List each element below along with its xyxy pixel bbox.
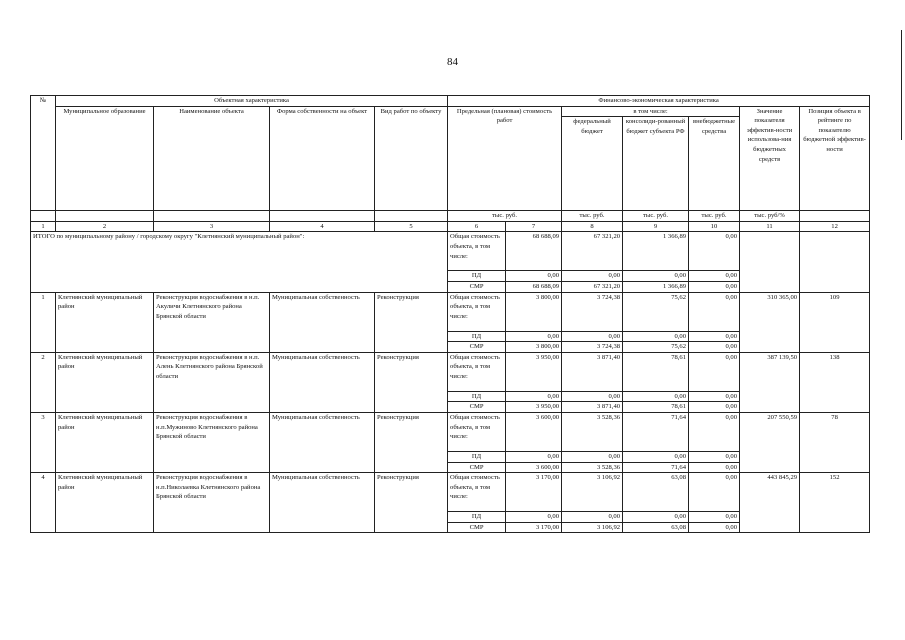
- row-label: СМР: [448, 462, 506, 473]
- consolidated-value: 0,00: [623, 451, 689, 462]
- rating-position: 138: [800, 352, 870, 412]
- col-num: 7: [506, 221, 562, 232]
- consolidated-value: 0,00: [623, 331, 689, 342]
- object-ownership: Муниципальная собственность: [270, 352, 375, 412]
- object-name: Реконструкция водоснабжения в н.п. Акуличи Клетнянского района Брянской области: [154, 292, 270, 352]
- consolidated-value: 78,61: [623, 402, 689, 413]
- row-label: СМР: [448, 522, 506, 533]
- cost-value: 3 170,00: [506, 522, 562, 533]
- row-label: ПД: [448, 271, 506, 282]
- total-row-general: [31, 232, 870, 271]
- extrabudget-value: 0,00: [689, 402, 740, 413]
- col-num: 11: [740, 221, 800, 232]
- indicator-value: 387 139,50: [740, 352, 800, 412]
- unit-extrabudget: тыс. руб.: [689, 211, 740, 222]
- col-num: 6: [448, 221, 506, 232]
- object-1-row-general: [31, 292, 870, 331]
- investment-objects-table: [30, 95, 870, 533]
- object-3-row-general: [31, 412, 870, 451]
- row-label: Общая стоимость объекта, в том числе:: [448, 292, 506, 331]
- row-label: ПД: [448, 451, 506, 462]
- indicator-value: 443 845,29: [740, 473, 800, 533]
- column-numbers-row: [31, 221, 870, 232]
- federal-value: 3 106,92: [562, 522, 623, 533]
- header-extrabudget: внебюджетные средства: [689, 117, 740, 211]
- federal-value: 67 321,20: [562, 281, 623, 292]
- consolidated-value: 0,00: [623, 391, 689, 402]
- cost-value: 3 950,00: [506, 352, 562, 391]
- extrabudget-value: 0,00: [689, 462, 740, 473]
- header-max-cost: Предельная (плановая) стоимость работ: [448, 106, 562, 211]
- cost-value: 3 800,00: [506, 342, 562, 353]
- cost-value: 68 688,09: [506, 281, 562, 292]
- cost-value: 68 688,09: [506, 232, 562, 271]
- object-ownership: Муниципальная собственность: [270, 473, 375, 533]
- cost-value: 3 950,00: [506, 402, 562, 413]
- header-object-characteristic: Объектная характеристика: [56, 96, 448, 107]
- header-row-1: [31, 96, 870, 107]
- col-num: 2: [56, 221, 154, 232]
- unit-federal: тыс. руб.: [562, 211, 623, 222]
- extrabudget-value: 0,00: [689, 522, 740, 533]
- object-ownership: Муниципальная собственность: [270, 292, 375, 352]
- header-no: №: [31, 96, 56, 211]
- federal-value: 0,00: [562, 451, 623, 462]
- header-work-type: Вид работ по объекту: [375, 106, 448, 211]
- unit-indicator: тыс. руб/%: [740, 211, 800, 222]
- units-row: [31, 211, 870, 222]
- col-num: 3: [154, 221, 270, 232]
- header-row-2: [31, 106, 870, 117]
- object-municipality: Клетнянский муниципальный район: [56, 473, 154, 533]
- federal-value: 3 871,40: [562, 352, 623, 391]
- consolidated-value: 63,08: [623, 522, 689, 533]
- object-municipality: Клетнянский муниципальный район: [56, 352, 154, 412]
- cost-value: 3 600,00: [506, 462, 562, 473]
- extrabudget-value: 0,00: [689, 352, 740, 391]
- extrabudget-value: 0,00: [689, 232, 740, 271]
- col-num: 1: [31, 221, 56, 232]
- row-label: ПД: [448, 512, 506, 523]
- extrabudget-value: 0,00: [689, 512, 740, 523]
- object-work-type: Реконструкция: [375, 473, 448, 533]
- unit-consolidated: тыс. руб.: [623, 211, 689, 222]
- header-municipality: Муниципальное образование: [56, 106, 154, 211]
- col-num: 5: [375, 221, 448, 232]
- federal-value: 3 724,38: [562, 342, 623, 353]
- consolidated-value: 75,62: [623, 342, 689, 353]
- consolidated-value: 1 366,89: [623, 232, 689, 271]
- object-number: 4: [31, 473, 56, 533]
- object-number: 2: [31, 352, 56, 412]
- extrabudget-value: 0,00: [689, 292, 740, 331]
- cost-value: 3 170,00: [506, 473, 562, 512]
- header-federal: федеральный бюджет: [562, 117, 623, 211]
- object-4-row-general: [31, 473, 870, 512]
- indicator-value: 310 365,00: [740, 292, 800, 352]
- header-consolidated: консолиди-рованный бюджет субъекта РФ: [623, 117, 689, 211]
- object-ownership: Муниципальная собственность: [270, 412, 375, 472]
- object-work-type: Реконструкция: [375, 352, 448, 412]
- page-edge-rule: [901, 30, 902, 140]
- rating-position: 78: [800, 412, 870, 472]
- row-label: Общая стоимость объекта, в том числе:: [448, 473, 506, 512]
- extrabudget-value: 0,00: [689, 281, 740, 292]
- col-num: 9: [623, 221, 689, 232]
- federal-value: 67 321,20: [562, 232, 623, 271]
- object-name: Реконструкция водоснабжения в н.п.Николаевка Клетнянского района Брянской области: [154, 473, 270, 533]
- row-label: СМР: [448, 402, 506, 413]
- object-municipality: Клетнянский муниципальный район: [56, 292, 154, 352]
- cost-value: 0,00: [506, 331, 562, 342]
- header-including: в том числе:: [562, 106, 740, 117]
- col-num: 4: [270, 221, 375, 232]
- cost-value: 0,00: [506, 271, 562, 282]
- header-object-name: Наименование объекта: [154, 106, 270, 211]
- header-financial-characteristic: Финансово-экономическая характеристика: [448, 96, 870, 107]
- cost-value: 0,00: [506, 451, 562, 462]
- consolidated-value: 71,64: [623, 462, 689, 473]
- object-2-row-general: [31, 352, 870, 391]
- consolidated-value: 63,08: [623, 473, 689, 512]
- header-position: Позиция объекта в рейтинге по показателю бюджетной эффектив-ности: [800, 106, 870, 211]
- header-indicator: Значение показателя эффектив-ности использова-ния бюджетных средств: [740, 106, 800, 211]
- cost-value: 3 800,00: [506, 292, 562, 331]
- extrabudget-value: 0,00: [689, 451, 740, 462]
- row-label: СМР: [448, 281, 506, 292]
- object-work-type: Реконструкция: [375, 292, 448, 352]
- row-label: ПД: [448, 331, 506, 342]
- federal-value: 3 106,92: [562, 473, 623, 512]
- federal-value: 3 528,36: [562, 412, 623, 451]
- row-label: Общая стоимость объекта, в том числе:: [448, 232, 506, 271]
- extrabudget-value: 0,00: [689, 342, 740, 353]
- federal-value: 3 724,38: [562, 292, 623, 331]
- row-label: Общая стоимость объекта, в том числе:: [448, 412, 506, 451]
- header-ownership: Форма собственности на объект: [270, 106, 375, 211]
- row-label: ПД: [448, 391, 506, 402]
- extrabudget-value: 0,00: [689, 412, 740, 451]
- federal-value: 0,00: [562, 331, 623, 342]
- object-work-type: Реконструкция: [375, 412, 448, 472]
- page-number: 84: [447, 56, 458, 68]
- extrabudget-value: 0,00: [689, 271, 740, 282]
- extrabudget-value: 0,00: [689, 391, 740, 402]
- col-num: 10: [689, 221, 740, 232]
- federal-value: 0,00: [562, 512, 623, 523]
- unit-cost: тыс. руб.: [448, 211, 562, 222]
- total-label: ИТОГО по муниципальному району / городскому округу "Клетнянский муниципальный район":: [31, 232, 448, 292]
- consolidated-value: 1 366,89: [623, 281, 689, 292]
- extrabudget-value: 0,00: [689, 473, 740, 512]
- object-name: Реконструкция водоснабжения в н.п.Мужиново Клетнянского района Брянской области: [154, 412, 270, 472]
- extrabudget-value: 0,00: [689, 331, 740, 342]
- object-number: 1: [31, 292, 56, 352]
- indicator-value: 207 550,59: [740, 412, 800, 472]
- col-num: 8: [562, 221, 623, 232]
- cost-value: 3 600,00: [506, 412, 562, 451]
- federal-value: 3 528,36: [562, 462, 623, 473]
- object-name: Реконструкция водоснабжения в н.п. Алень Клетнянского района Брянской области: [154, 352, 270, 412]
- cost-value: 0,00: [506, 512, 562, 523]
- object-municipality: Клетнянский муниципальный район: [56, 412, 154, 472]
- consolidated-value: 0,00: [623, 271, 689, 282]
- row-label: Общая стоимость объекта, в том числе:: [448, 352, 506, 391]
- federal-value: 0,00: [562, 271, 623, 282]
- rating-position: 109: [800, 292, 870, 352]
- consolidated-value: 71,64: [623, 412, 689, 451]
- cost-value: 0,00: [506, 391, 562, 402]
- federal-value: 0,00: [562, 391, 623, 402]
- rating-position: 152: [800, 473, 870, 533]
- consolidated-value: 0,00: [623, 512, 689, 523]
- consolidated-value: 75,62: [623, 292, 689, 331]
- object-number: 3: [31, 412, 56, 472]
- row-label: СМР: [448, 342, 506, 353]
- col-num: 12: [800, 221, 870, 232]
- federal-value: 3 871,40: [562, 402, 623, 413]
- consolidated-value: 78,61: [623, 352, 689, 391]
